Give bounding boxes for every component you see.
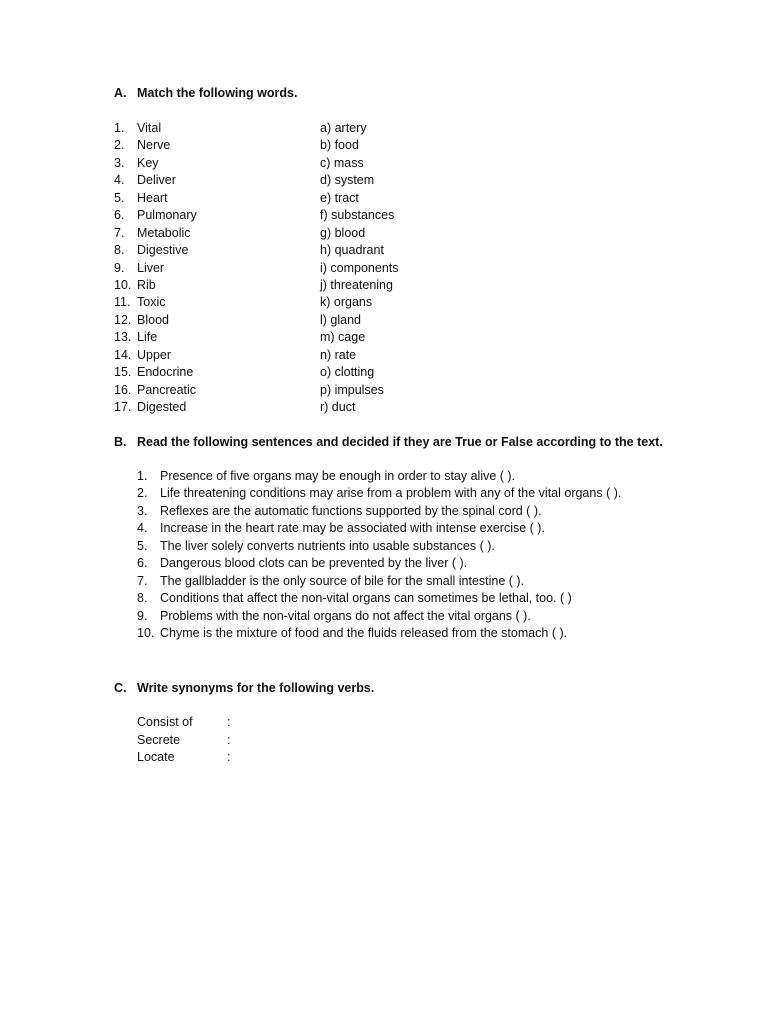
statement-number: 8.: [137, 591, 148, 606]
match-number: 16.: [114, 382, 132, 397]
synonym-item: [137, 732, 230, 750]
statement-item: [137, 485, 621, 502]
synonym-verb: Secrete: [137, 732, 181, 747]
statement-text: Chyme is the mixture of food and the fluids released from the stomach ( ).: [160, 625, 568, 640]
section-b-letter: B.: [114, 435, 127, 449]
match-option: n) rate: [320, 347, 357, 362]
match-option: a) artery: [320, 121, 367, 135]
match-option: d) system: [320, 173, 375, 188]
statement-item: [137, 538, 621, 555]
match-option: h) quadrant: [320, 243, 384, 258]
match-word: Digestive: [137, 243, 189, 258]
statement-number: 7.: [137, 573, 148, 588]
match-number: 1.: [114, 121, 125, 135]
statement-text: The liver solely converts nutrients into usable substances ( ).: [160, 538, 495, 553]
match-word: Upper: [137, 347, 172, 362]
statement-number: 10.: [137, 625, 155, 640]
match-row: [114, 382, 399, 399]
match-row: [114, 242, 399, 259]
statement-item: [137, 608, 621, 625]
statement-number: 1.: [137, 469, 148, 483]
match-row: [114, 207, 399, 224]
match-word: Digested: [137, 400, 187, 414]
match-word: Deliver: [137, 173, 176, 188]
section-b-heading: [114, 434, 663, 451]
statement-number: 9.: [137, 608, 148, 623]
statement-number: 6.: [137, 556, 148, 571]
section-b-title: Read the following sentences and decided if they are True or False according to the text.: [137, 435, 663, 449]
match-row: [114, 399, 399, 416]
match-number: 10.: [114, 277, 132, 292]
match-word: Key: [137, 155, 159, 170]
statement-item: [137, 468, 621, 485]
match-number: 15.: [114, 365, 132, 380]
match-word: Heart: [137, 190, 168, 205]
match-number: 17.: [114, 400, 132, 414]
match-word: Toxic: [137, 295, 166, 310]
match-row: [114, 347, 399, 364]
match-row: [114, 137, 399, 154]
matching-list: [114, 120, 399, 416]
statement-text: Increase in the heart rate may be associated with intense exercise ( ).: [160, 521, 545, 536]
match-row: [114, 225, 399, 242]
statement-text: The gallbladder is the only source of bile for the small intestine ( ).: [160, 573, 525, 588]
section-a-heading: [114, 85, 297, 102]
match-number: 5.: [114, 190, 125, 205]
match-option: c) mass: [320, 155, 364, 170]
statement-item: [137, 555, 621, 572]
match-word: Metabolic: [137, 225, 191, 240]
match-word: Endocrine: [137, 365, 194, 380]
match-row: [114, 364, 399, 381]
synonym-item: [137, 749, 230, 767]
match-number: 2.: [114, 138, 125, 153]
section-c-heading: [114, 680, 374, 697]
match-word: Nerve: [137, 138, 171, 153]
statement-item: [137, 573, 621, 590]
match-number: 11.: [114, 295, 131, 310]
match-row: [114, 190, 399, 207]
match-option: b) food: [320, 138, 359, 153]
section-a-letter: A.: [114, 86, 127, 100]
match-number: 7.: [114, 225, 125, 240]
match-row: [114, 329, 399, 346]
statement-text: Problems with the non-vital organs do not affect the vital organs ( ).: [160, 608, 531, 623]
match-option: j) threatening: [320, 277, 393, 292]
match-option: l) gland: [320, 312, 361, 327]
statement-number: 2.: [137, 486, 148, 501]
match-row: [114, 312, 399, 329]
synonym-verb: Locate: [137, 750, 175, 764]
match-option: r) duct: [320, 400, 356, 414]
match-word: Liver: [137, 260, 165, 275]
match-option: g) blood: [320, 225, 366, 240]
true-false-list: [137, 468, 621, 642]
match-word: Blood: [137, 312, 169, 327]
match-word: Pulmonary: [137, 208, 197, 223]
synonym-colon: :: [227, 750, 231, 764]
match-row: [114, 155, 399, 172]
statement-number: 3.: [137, 503, 148, 518]
match-option: e) tract: [320, 190, 359, 205]
match-number: 13.: [114, 330, 132, 345]
match-option: p) impulses: [320, 382, 384, 397]
match-option: i) components: [320, 260, 399, 275]
match-option: m) cage: [320, 330, 366, 345]
statement-text: Dangerous blood clots can be prevented by the liver ( ).: [160, 556, 468, 571]
statement-number: 4.: [137, 521, 148, 536]
match-row: [114, 277, 399, 294]
match-row: [114, 260, 399, 277]
match-row: [114, 294, 399, 311]
match-word: Rib: [137, 277, 156, 292]
statement-text: Reflexes are the automatic functions supported by the spinal cord ( ).: [160, 503, 542, 518]
match-number: 9.: [114, 260, 125, 275]
statement-item: [137, 590, 621, 607]
section-a-title: Match the following words.: [137, 86, 298, 100]
match-word: Life: [137, 330, 158, 345]
statement-item: [137, 503, 621, 520]
statement-text: Conditions that affect the non-vital organs can sometimes be lethal, too. ( ): [160, 591, 572, 606]
section-c-title: Write synonyms for the following verbs.: [137, 681, 375, 695]
match-word: Pancreatic: [137, 382, 197, 397]
statement-text: Life threatening conditions may arise from a problem with any of the vital organs ( ).: [160, 486, 622, 501]
match-word: Vital: [137, 121, 162, 135]
match-number: 12.: [114, 312, 132, 327]
match-number: 6.: [114, 208, 125, 223]
synonym-colon: :: [227, 732, 231, 747]
synonym-item: [137, 714, 230, 732]
match-number: 4.: [114, 173, 125, 188]
match-number: 14.: [114, 347, 132, 362]
statement-item: [137, 520, 621, 537]
statement-number: 5.: [137, 538, 148, 553]
match-number: 8.: [114, 243, 125, 258]
synonym-list: [137, 714, 230, 767]
match-option: f) substances: [320, 208, 395, 223]
match-row: [114, 120, 399, 137]
match-option: o) clotting: [320, 365, 375, 380]
statement-text: Presence of five organs may be enough in order to stay alive ( ).: [160, 469, 516, 483]
statement-item: [137, 625, 621, 642]
match-option: k) organs: [320, 295, 373, 310]
match-number: 3.: [114, 155, 125, 170]
section-c-letter: C.: [114, 681, 127, 695]
synonym-colon: :: [227, 715, 231, 729]
synonym-verb: Consist of: [137, 715, 193, 729]
match-row: [114, 172, 399, 189]
